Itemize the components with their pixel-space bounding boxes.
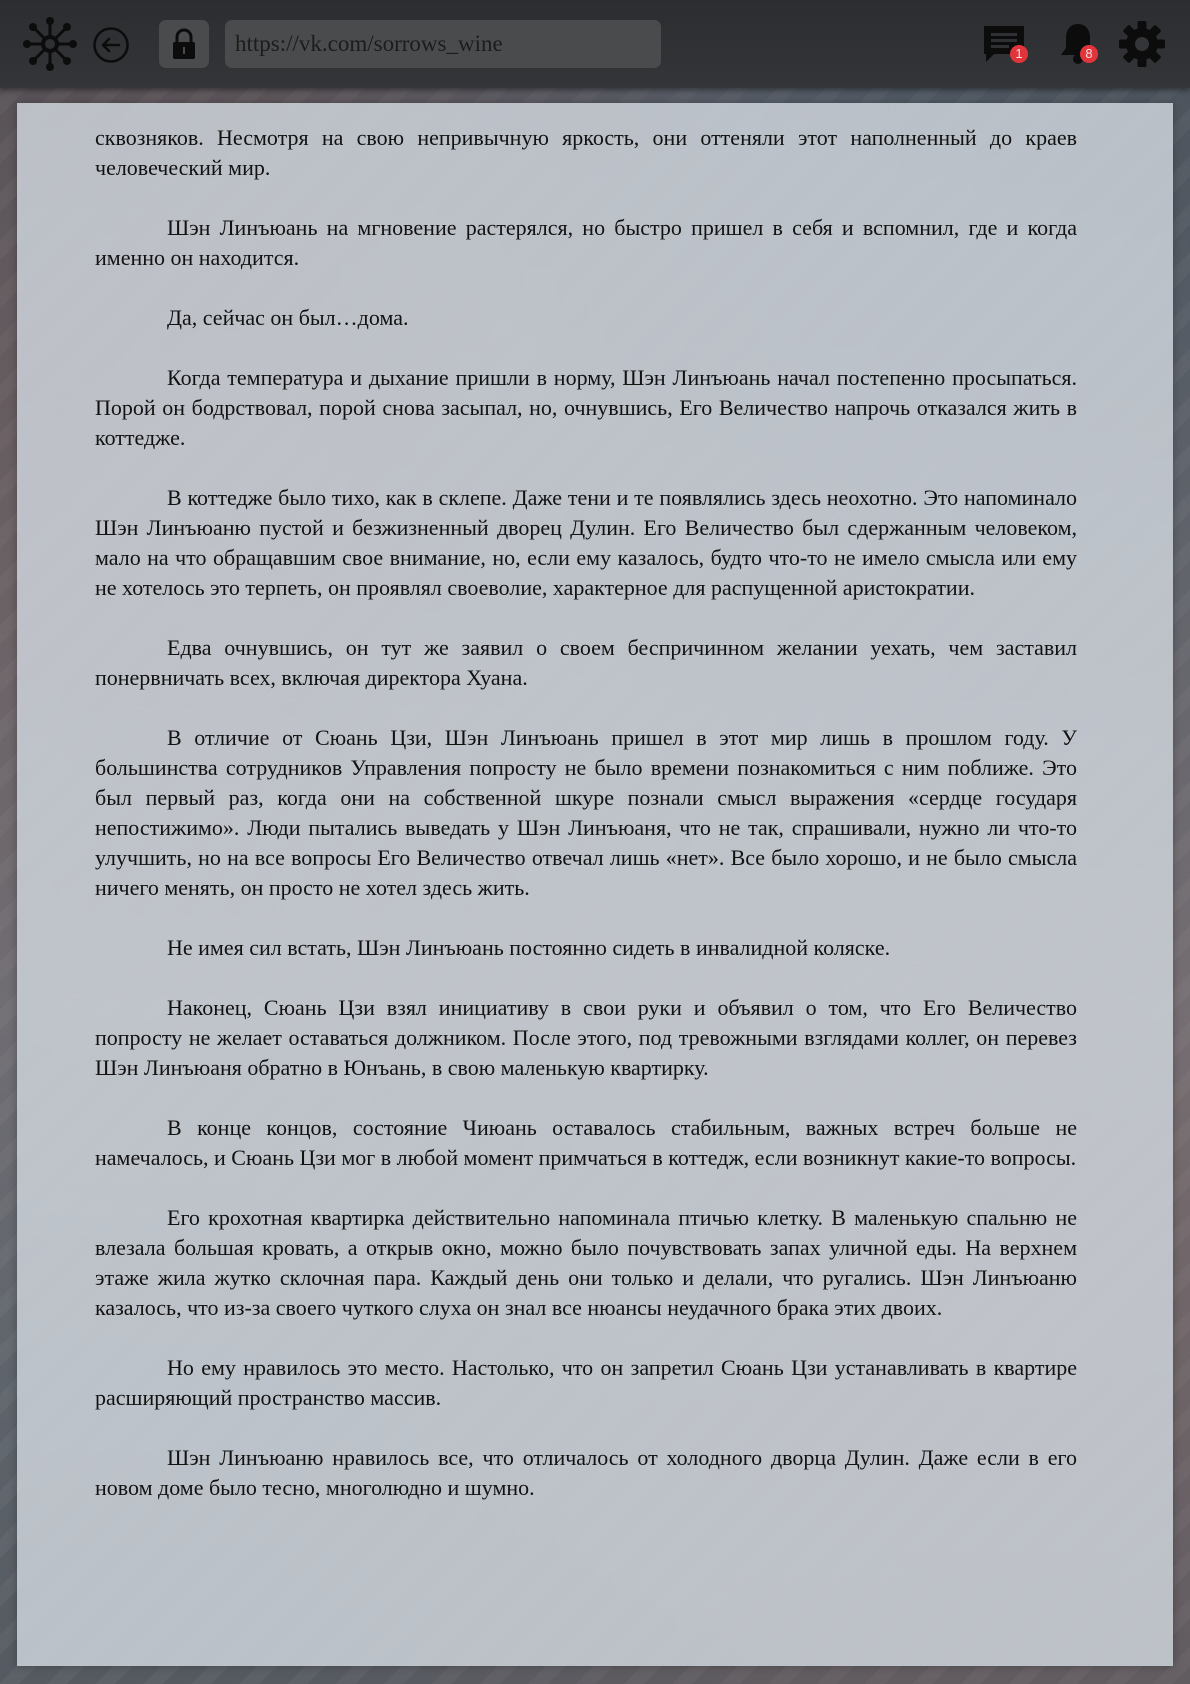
- lock-button[interactable]: [159, 20, 209, 68]
- paragraph: сквозняков. Несмотря на свою непривычную яркость, они оттеняли этот наполненный до краев человеческий мир.: [95, 125, 1077, 180]
- lock-icon: [169, 27, 199, 61]
- messages-badge: 1: [1010, 45, 1028, 63]
- paragraph: Шэн Линъюаню нравилось все, что отличалось от холодного дворца Дулин. Даже если в его новом доме было тесно, многолюдно и шумно.: [95, 1445, 1077, 1500]
- notifications-badge: 8: [1080, 45, 1098, 63]
- paragraph: Шэн Линъюань на мгновение растерялся, но быстро пришел в себя и вспомнил, где и когда именно он находится.: [95, 215, 1077, 270]
- hub-icon[interactable]: [22, 16, 78, 72]
- address-bar-input[interactable]: [225, 20, 661, 68]
- paragraph: В коттедже было тихо, как в склепе. Даже тени и те появлялись здесь неохотно. Это напоминало Шэн Линъюаню пустой и безжизненный дворец Дулин. Его Величество был сдержанным человеком, мало на что обращавшим свое внимание, но, если ему казалось, будто что-то не имело смысла или ему не хотелось это терпеть, он проявлял своеволие, характерное для распущенной аристократии.: [95, 485, 1077, 600]
- paragraph: Наконец, Сюань Цзи взял инициативу в свои руки и объявил о том, что Его Величество попросту не желает оставаться должником. После этого, под тревожными взглядами коллег, он перевез Шэн Линъюаня обратно в Юнъань, в свою маленькую квартирку.: [95, 995, 1077, 1080]
- back-arrow-icon[interactable]: [92, 26, 130, 64]
- paragraph: Но ему нравилось это место. Настолько, что он запретил Сюань Цзи устанавливать в квартире расширяющий пространство массив.: [95, 1355, 1077, 1410]
- paragraph: В конце концов, состояние Чиюань оставалось стабильным, важных встреч больше не намечалось, и Сюань Цзи мог в любой момент примчаться в коттедж, если возникнут какие-то вопросы.: [95, 1115, 1077, 1170]
- paragraph: Не имея сил встать, Шэн Линъюань постоянно сидеть в инвалидной коляске.: [167, 935, 891, 960]
- paragraph: Когда температура и дыхание пришли в норму, Шэн Линъюань начал постепенно просыпаться. Порой он бодрствовал, порой снова засыпал, но, очнувшись, Его Величество напрочь отказался жить в коттедже.: [95, 365, 1077, 450]
- paragraph: Да, сейчас он был…дома.: [167, 305, 409, 330]
- document-text: [95, 123, 1077, 1533]
- paragraph: Его крохотная квартирка действительно напоминала птичью клетку. В маленькую спальню не влезала большая кровать, а открыв окно, можно было почувствовать запах уличной еды. На верхнем этаже жила жутко склочная пара. Каждый день они только и делали, что ругались. Шэн Линъюаню казалось, что из-за своего чуткого слуха он знал все нюансы неудачного брака этих двоих.: [95, 1205, 1077, 1320]
- paragraph: В отличие от Сюань Цзи, Шэн Линъюань пришел в этот мир лишь в прошлом году. У большинства сотрудников Управления попросту не было времени познакомиться с ним поближе. Это был первый раз, когда они на собственной шкуре познали смысл выражения «сердце государя непостижимо». Люди пытались выведать у Шэн Линъюаня, что не так, спрашивали, нужно ли что-то улучшить, но на все вопросы Его Величество отвечал лишь «нет». Все было хорошо, и не было смысла ничего менять, он просто не хотел здесь жить.: [95, 725, 1077, 900]
- gear-icon[interactable]: [1118, 20, 1166, 68]
- paragraph: Едва очнувшись, он тут же заявил о своем беспричинном желании уехать, чем заставил понервничать всех, включая директора Хуана.: [95, 635, 1077, 690]
- top-bar: [0, 0, 1190, 88]
- document-page: [17, 103, 1173, 1666]
